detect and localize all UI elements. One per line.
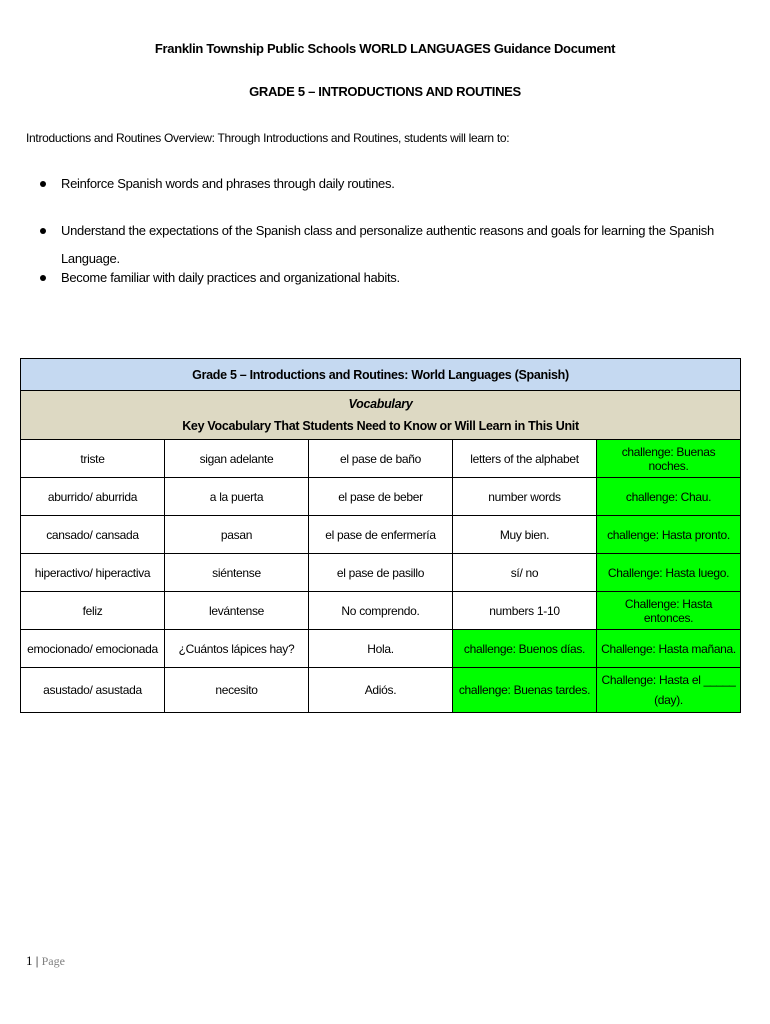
overview-text: Introductions and Routines Overview: Through Introductions and Routines, students will learn to: — [26, 131, 510, 145]
bullet-icon — [40, 275, 46, 281]
list-item-text: Understand the expectations of the Spanish class and personalize authentic reasons and goals for learning the Spanish Language. — [61, 223, 714, 266]
table-row — [21, 478, 741, 516]
table-cell: hiperactivo/ hiperactiva — [21, 554, 165, 592]
table-cell-challenge: Challenge: Hasta el _____ (day). — [597, 668, 741, 713]
table-cell: No comprendo. — [309, 592, 453, 630]
table-cell: el pase de enfermería — [309, 516, 453, 554]
table-cell: Muy bien. — [453, 516, 597, 554]
table-cell: letters of the alphabet — [453, 440, 597, 478]
table-cell: el pase de baño — [309, 440, 453, 478]
table-title: Grade 5 – Introductions and Routines: World Languages (Spanish) — [21, 359, 741, 391]
table-cell: Adiós. — [309, 668, 453, 713]
list-item-text: Become familiar with daily practices and organizational habits. — [61, 270, 400, 285]
bullet-icon — [40, 181, 46, 187]
table-cell: levántense — [165, 592, 309, 630]
table-row — [21, 554, 741, 592]
table-row — [21, 668, 741, 713]
learning-goals-list — [40, 170, 770, 311]
list-item — [40, 264, 770, 311]
table-cell-challenge: challenge: Hasta pronto. — [597, 516, 741, 554]
table-cell: siéntense — [165, 554, 309, 592]
list-item — [40, 217, 770, 264]
table-cell: Hola. — [309, 630, 453, 668]
page-label: Page — [41, 954, 65, 968]
table-row — [21, 630, 741, 668]
table-cell: feliz — [21, 592, 165, 630]
vocabulary-table — [20, 358, 741, 713]
bullet-icon — [40, 228, 46, 234]
table-cell: ¿Cuántos lápices hay? — [165, 630, 309, 668]
table-cell: emocionado/ emocionada — [21, 630, 165, 668]
table-row — [21, 440, 741, 478]
table-cell-challenge: Challenge: Hasta luego. — [597, 554, 741, 592]
table-cell: sí/ no — [453, 554, 597, 592]
table-cell-challenge: challenge: Chau. — [597, 478, 741, 516]
table-cell-challenge: challenge: Buenos días. — [453, 630, 597, 668]
table-cell: triste — [21, 440, 165, 478]
page-separator: | — [32, 953, 42, 968]
vocabulary-heading — [21, 391, 741, 440]
table-header-row — [21, 359, 741, 391]
list-item — [40, 170, 770, 217]
table-row — [21, 592, 741, 630]
page-number: 1 — [26, 953, 33, 968]
table-cell-challenge: challenge: Buenas noches. — [597, 440, 741, 478]
table-cell-challenge: Challenge: Hasta mañana. — [597, 630, 741, 668]
table-cell: asustado/ asustada — [21, 668, 165, 713]
table-cell: aburrido/ aburrida — [21, 478, 165, 516]
table-cell: numbers 1-10 — [453, 592, 597, 630]
grade-unit-title: GRADE 5 – INTRODUCTIONS AND ROUTINES — [249, 84, 521, 99]
table-cell: cansado/ cansada — [21, 516, 165, 554]
table-cell: necesito — [165, 668, 309, 713]
table-cell: sigan adelante — [165, 440, 309, 478]
table-cell: a la puerta — [165, 478, 309, 516]
vocabulary-label: Vocabulary — [348, 397, 413, 411]
table-cell-challenge: challenge: Buenas tardes. — [453, 668, 597, 713]
vocabulary-subtitle: Key Vocabulary That Students Need to Know or Will Learn in This Unit — [182, 419, 579, 433]
list-item-text: Reinforce Spanish words and phrases through daily routines. — [61, 176, 395, 191]
table-cell-challenge: Challenge: Hasta entonces. — [597, 592, 741, 630]
table-cell: pasan — [165, 516, 309, 554]
table-row — [21, 516, 741, 554]
document-title: Franklin Township Public Schools WORLD LANGUAGES Guidance Document — [154, 41, 616, 56]
table-cell: el pase de pasillo — [309, 554, 453, 592]
table-cell: number words — [453, 478, 597, 516]
table-subheader-row — [21, 391, 741, 440]
table-cell: el pase de beber — [309, 478, 453, 516]
page-footer — [26, 953, 65, 969]
